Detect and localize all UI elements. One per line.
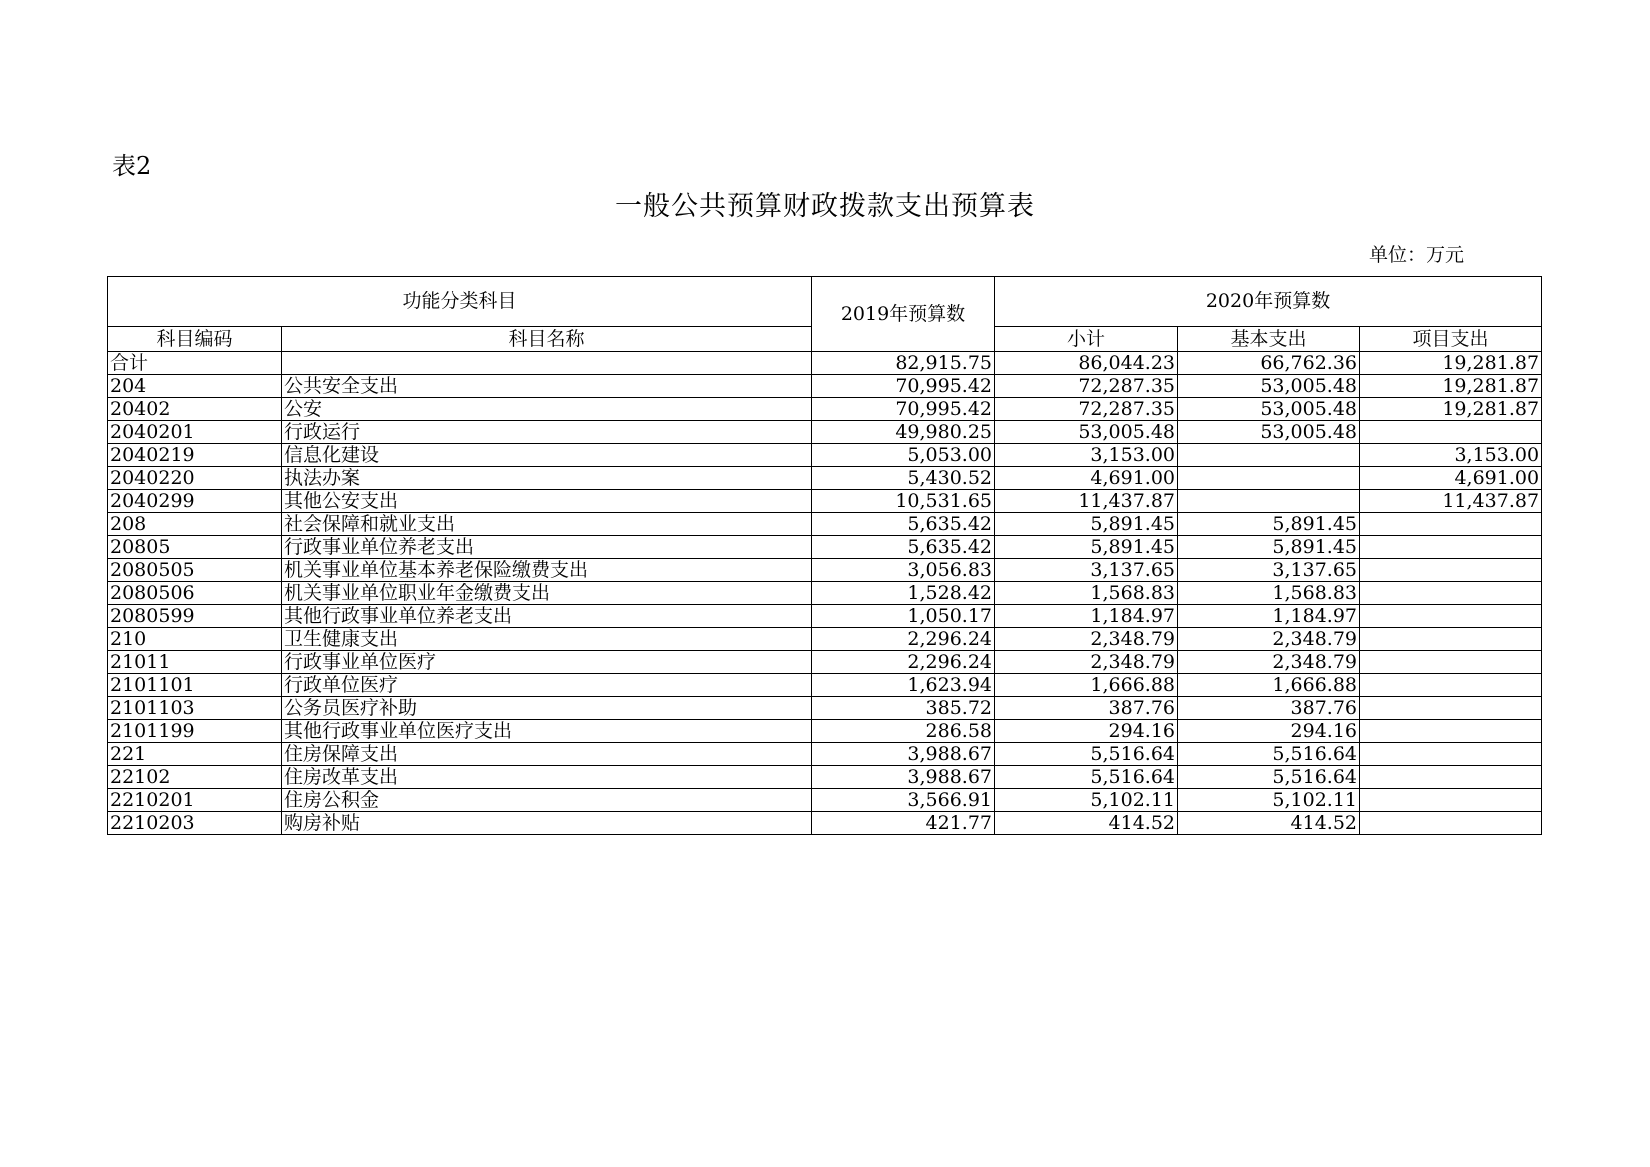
cell-basic (1178, 444, 1360, 467)
cell-name: 执法办案 (282, 467, 812, 490)
table-row (108, 490, 1542, 513)
table-row (108, 743, 1542, 766)
cell-basic: 5,516.64 (1178, 743, 1360, 766)
table-label: 表2 (112, 152, 152, 180)
cell-code: 2040219 (108, 444, 282, 467)
cell-name: 行政运行 (282, 421, 812, 444)
cell-budget-2019: 1,528.42 (812, 582, 995, 605)
cell-basic (1178, 490, 1360, 513)
table-row (108, 651, 1542, 674)
cell-subtotal: 294.16 (995, 720, 1178, 743)
cell-basic: 1,666.88 (1178, 674, 1360, 697)
cell-name: 其他行政事业单位医疗支出 (282, 720, 812, 743)
cell-basic: 53,005.48 (1178, 375, 1360, 398)
cell-budget-2019: 70,995.42 (812, 375, 995, 398)
cell-project (1360, 513, 1542, 536)
cell-subtotal: 86,044.23 (995, 352, 1178, 375)
cell-budget-2019: 5,635.42 (812, 513, 995, 536)
cell-budget-2019: 286.58 (812, 720, 995, 743)
cell-code: 2040299 (108, 490, 282, 513)
table-row (108, 697, 1542, 720)
cell-basic: 53,005.48 (1178, 398, 1360, 421)
cell-basic: 5,891.45 (1178, 513, 1360, 536)
cell-project (1360, 582, 1542, 605)
cell-budget-2019: 82,915.75 (812, 352, 995, 375)
cell-name: 住房公积金 (282, 789, 812, 812)
header-subtotal: 小计 (995, 327, 1178, 352)
header-category: 功能分类科目 (108, 277, 812, 327)
table-row (108, 789, 1542, 812)
cell-project (1360, 421, 1542, 444)
cell-name: 行政事业单位养老支出 (282, 536, 812, 559)
cell-name: 信息化建设 (282, 444, 812, 467)
cell-name: 其他公安支出 (282, 490, 812, 513)
cell-code: 2101101 (108, 674, 282, 697)
cell-code: 210 (108, 628, 282, 651)
cell-subtotal: 1,568.83 (995, 582, 1178, 605)
cell-code: 2210203 (108, 812, 282, 835)
cell-subtotal: 4,691.00 (995, 467, 1178, 490)
cell-subtotal: 53,005.48 (995, 421, 1178, 444)
cell-code: 2210201 (108, 789, 282, 812)
cell-budget-2019: 3,566.91 (812, 789, 995, 812)
cell-project (1360, 559, 1542, 582)
cell-subtotal: 2,348.79 (995, 651, 1178, 674)
cell-project (1360, 697, 1542, 720)
cell-name: 社会保障和就业支出 (282, 513, 812, 536)
cell-basic: 66,762.36 (1178, 352, 1360, 375)
cell-name: 公务员医疗补助 (282, 697, 812, 720)
unit-label: 单位：万元 (1368, 244, 1464, 266)
cell-code: 2101103 (108, 697, 282, 720)
cell-budget-2019: 5,635.42 (812, 536, 995, 559)
cell-name (282, 352, 812, 375)
cell-subtotal: 5,516.64 (995, 766, 1178, 789)
cell-name: 行政单位医疗 (282, 674, 812, 697)
cell-basic: 414.52 (1178, 812, 1360, 835)
table-row (108, 582, 1542, 605)
header-code: 科目编码 (108, 327, 282, 352)
cell-subtotal: 1,184.97 (995, 605, 1178, 628)
cell-code: 221 (108, 743, 282, 766)
cell-project (1360, 536, 1542, 559)
cell-project (1360, 743, 1542, 766)
cell-project: 19,281.87 (1360, 375, 1542, 398)
cell-name: 行政事业单位医疗 (282, 651, 812, 674)
cell-budget-2019: 5,430.52 (812, 467, 995, 490)
cell-subtotal: 3,137.65 (995, 559, 1178, 582)
cell-budget-2019: 49,980.25 (812, 421, 995, 444)
cell-subtotal: 2,348.79 (995, 628, 1178, 651)
cell-project: 11,437.87 (1360, 490, 1542, 513)
table-row (108, 536, 1542, 559)
page-title: 一般公共预算财政拨款支出预算表 (615, 191, 1035, 222)
table-row (108, 375, 1542, 398)
cell-name: 卫生健康支出 (282, 628, 812, 651)
cell-code: 2080599 (108, 605, 282, 628)
cell-project (1360, 628, 1542, 651)
cell-project (1360, 812, 1542, 835)
cell-project (1360, 789, 1542, 812)
budget-table (107, 276, 1542, 835)
header-basic: 基本支出 (1178, 327, 1360, 352)
cell-basic: 294.16 (1178, 720, 1360, 743)
cell-project (1360, 605, 1542, 628)
table-row (108, 628, 1542, 651)
cell-project (1360, 674, 1542, 697)
header-budget-2019: 2019年预算数 (812, 277, 995, 352)
cell-project: 19,281.87 (1360, 398, 1542, 421)
cell-budget-2019: 5,053.00 (812, 444, 995, 467)
cell-subtotal: 72,287.35 (995, 398, 1178, 421)
cell-subtotal: 5,102.11 (995, 789, 1178, 812)
cell-basic: 1,184.97 (1178, 605, 1360, 628)
cell-code: 21011 (108, 651, 282, 674)
cell-basic: 5,891.45 (1178, 536, 1360, 559)
cell-budget-2019: 3,988.67 (812, 743, 995, 766)
cell-subtotal: 5,516.64 (995, 743, 1178, 766)
table-row (108, 812, 1542, 835)
cell-budget-2019: 1,050.17 (812, 605, 995, 628)
cell-subtotal: 5,891.45 (995, 536, 1178, 559)
header-name: 科目名称 (282, 327, 812, 352)
table-row (108, 444, 1542, 467)
cell-project (1360, 766, 1542, 789)
cell-name: 住房改革支出 (282, 766, 812, 789)
table-row (108, 421, 1542, 444)
cell-budget-2019: 70,995.42 (812, 398, 995, 421)
cell-budget-2019: 10,531.65 (812, 490, 995, 513)
cell-code: 204 (108, 375, 282, 398)
cell-name: 购房补贴 (282, 812, 812, 835)
cell-basic (1178, 467, 1360, 490)
cell-budget-2019: 421.77 (812, 812, 995, 835)
table-row (108, 467, 1542, 490)
cell-budget-2019: 385.72 (812, 697, 995, 720)
cell-basic: 53,005.48 (1178, 421, 1360, 444)
cell-project: 3,153.00 (1360, 444, 1542, 467)
header-project: 项目支出 (1360, 327, 1542, 352)
cell-project (1360, 651, 1542, 674)
cell-subtotal: 414.52 (995, 812, 1178, 835)
table-row (108, 766, 1542, 789)
cell-code: 208 (108, 513, 282, 536)
cell-basic: 5,516.64 (1178, 766, 1360, 789)
table-row (108, 559, 1542, 582)
cell-basic: 1,568.83 (1178, 582, 1360, 605)
cell-project: 4,691.00 (1360, 467, 1542, 490)
cell-code: 2080506 (108, 582, 282, 605)
cell-basic: 2,348.79 (1178, 628, 1360, 651)
cell-subtotal: 1,666.88 (995, 674, 1178, 697)
cell-budget-2019: 3,988.67 (812, 766, 995, 789)
cell-basic: 387.76 (1178, 697, 1360, 720)
table-row (108, 605, 1542, 628)
cell-subtotal: 3,153.00 (995, 444, 1178, 467)
cell-budget-2019: 2,296.24 (812, 651, 995, 674)
cell-code: 合计 (108, 352, 282, 375)
cell-name: 机关事业单位职业年金缴费支出 (282, 582, 812, 605)
cell-budget-2019: 1,623.94 (812, 674, 995, 697)
cell-subtotal: 11,437.87 (995, 490, 1178, 513)
cell-budget-2019: 3,056.83 (812, 559, 995, 582)
table-row (108, 513, 1542, 536)
cell-basic: 2,348.79 (1178, 651, 1360, 674)
table-row (108, 674, 1542, 697)
cell-code: 20402 (108, 398, 282, 421)
cell-name: 住房保障支出 (282, 743, 812, 766)
cell-code: 20805 (108, 536, 282, 559)
table-row (108, 398, 1542, 421)
cell-subtotal: 387.76 (995, 697, 1178, 720)
cell-project (1360, 720, 1542, 743)
cell-subtotal: 72,287.35 (995, 375, 1178, 398)
cell-subtotal: 5,891.45 (995, 513, 1178, 536)
cell-code: 2101199 (108, 720, 282, 743)
table-row (108, 352, 1542, 375)
cell-project: 19,281.87 (1360, 352, 1542, 375)
cell-name: 其他行政事业单位养老支出 (282, 605, 812, 628)
cell-budget-2019: 2,296.24 (812, 628, 995, 651)
table-row (108, 720, 1542, 743)
cell-basic: 5,102.11 (1178, 789, 1360, 812)
cell-name: 公共安全支出 (282, 375, 812, 398)
cell-name: 公安 (282, 398, 812, 421)
table-body (108, 352, 1542, 835)
header-budget-2020: 2020年预算数 (995, 277, 1542, 327)
cell-basic: 3,137.65 (1178, 559, 1360, 582)
cell-code: 22102 (108, 766, 282, 789)
cell-code: 2040220 (108, 467, 282, 490)
cell-code: 2080505 (108, 559, 282, 582)
cell-code: 2040201 (108, 421, 282, 444)
cell-name: 机关事业单位基本养老保险缴费支出 (282, 559, 812, 582)
